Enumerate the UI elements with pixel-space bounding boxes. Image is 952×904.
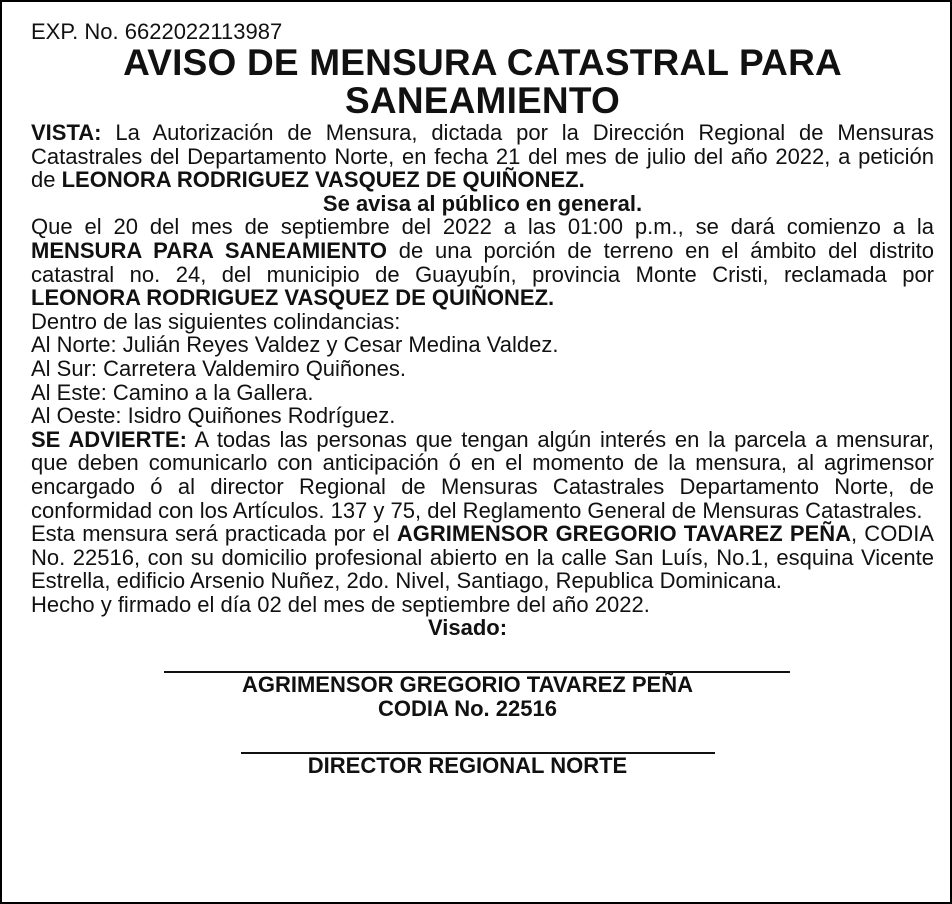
colindancias-intro: Dentro de las siguientes colindancias:: [31, 308, 401, 334]
vista-paragraph: [31, 121, 934, 192]
mensura-text-2: de una porción de terreno en el ámbito del distrito catastral no. 24, del municipio de Guayubín, provincia Monte Cristi, reclamada por: [31, 237, 934, 287]
advierte-paragraph: [31, 428, 934, 522]
visado-label: Visado:: [427, 615, 508, 641]
vista-label: VISTA:: [31, 120, 102, 145]
mensura-paragraph: [31, 215, 934, 309]
notice-title-line-1: AVISO DE MENSURA CATASTRAL PARA: [123, 42, 842, 83]
mensura-text-1: Que el 20 del mes de septiembre del 2022 a las 01:00 p.m., se dará comienzo a la: [31, 214, 934, 240]
practicada-text-2: , CODIA No. 22516, con su domicilio profesional abierto en la calle San Luís, No.1, esquina Vicente Estrella, edificio Arsenio Nuñez, 2do. Nivel, Santiago, Republica Dominicana.: [31, 521, 934, 594]
surveyor-name: AGRIMENSOR GREGORIO TAVAREZ PEÑA: [396, 521, 852, 547]
firmado-line: Hecho y firmado el día 02 del mes de septiembre del año 2022.: [31, 591, 650, 617]
mensura-type: MENSURA PARA SANEAMIENTO: [31, 237, 387, 263]
notice-title: [31, 44, 934, 120]
advierte-text: A todas las personas que tengan algún interés en la parcela a mensurar, que deben comunicarlo con anticipación ó en el momento de la mensura, al agrimensor encargado ó al director Regional de Mensuras Catastrales Departamento Norte, de conformidad con los Artículos. 137 y 75, del Reglamento General de Mensuras Catastrales.: [31, 426, 934, 523]
public-notice-text: Se avisa al público en general.: [322, 190, 643, 216]
colindancia-oeste: Al Oeste: Isidro Quiñones Rodríguez.: [31, 403, 396, 429]
colindancia-norte: Al Norte: Julián Reyes Valdez y Cesar Medina Valdez.: [31, 332, 559, 358]
practicada-paragraph: [31, 522, 934, 593]
expediente-number: EXP. No. 6622022113987: [31, 19, 283, 44]
vista-claimant: LEONORA RODRIGUEZ VASQUEZ DE QUIÑONEZ.: [61, 167, 585, 193]
signature-director-title: DIRECTOR REGIONAL NORTE: [307, 753, 628, 779]
public-notice-line: [31, 192, 934, 216]
colindancia-sur: Al Sur: Carretera Valdemiro Quiñones.: [31, 355, 406, 381]
colindancia-este: Al Este: Camino a la Gallera.: [31, 379, 314, 405]
notice-title-line-2: SANEAMIENTO: [345, 80, 620, 121]
signature-surveyor-codia: CODIA No. 22516: [378, 696, 557, 722]
practicada-text-1: Esta mensura será practicada por el: [31, 521, 397, 547]
signature-surveyor-name: AGRIMENSOR GREGORIO TAVAREZ PEÑA: [241, 672, 694, 698]
mensura-claimant: LEONORA RODRIGUEZ VASQUEZ DE QUIÑONEZ.: [31, 285, 555, 311]
vista-text: La Autorización de Mensura, dictada por la Dirección Regional de Mensuras Catastrales del Departamento Norte, en fecha 21 del mes de julio del año 2022, a petición de: [31, 120, 934, 193]
advierte-label: SE ADVIERTE:: [31, 426, 187, 452]
signature-block-surveyor: [31, 673, 934, 721]
